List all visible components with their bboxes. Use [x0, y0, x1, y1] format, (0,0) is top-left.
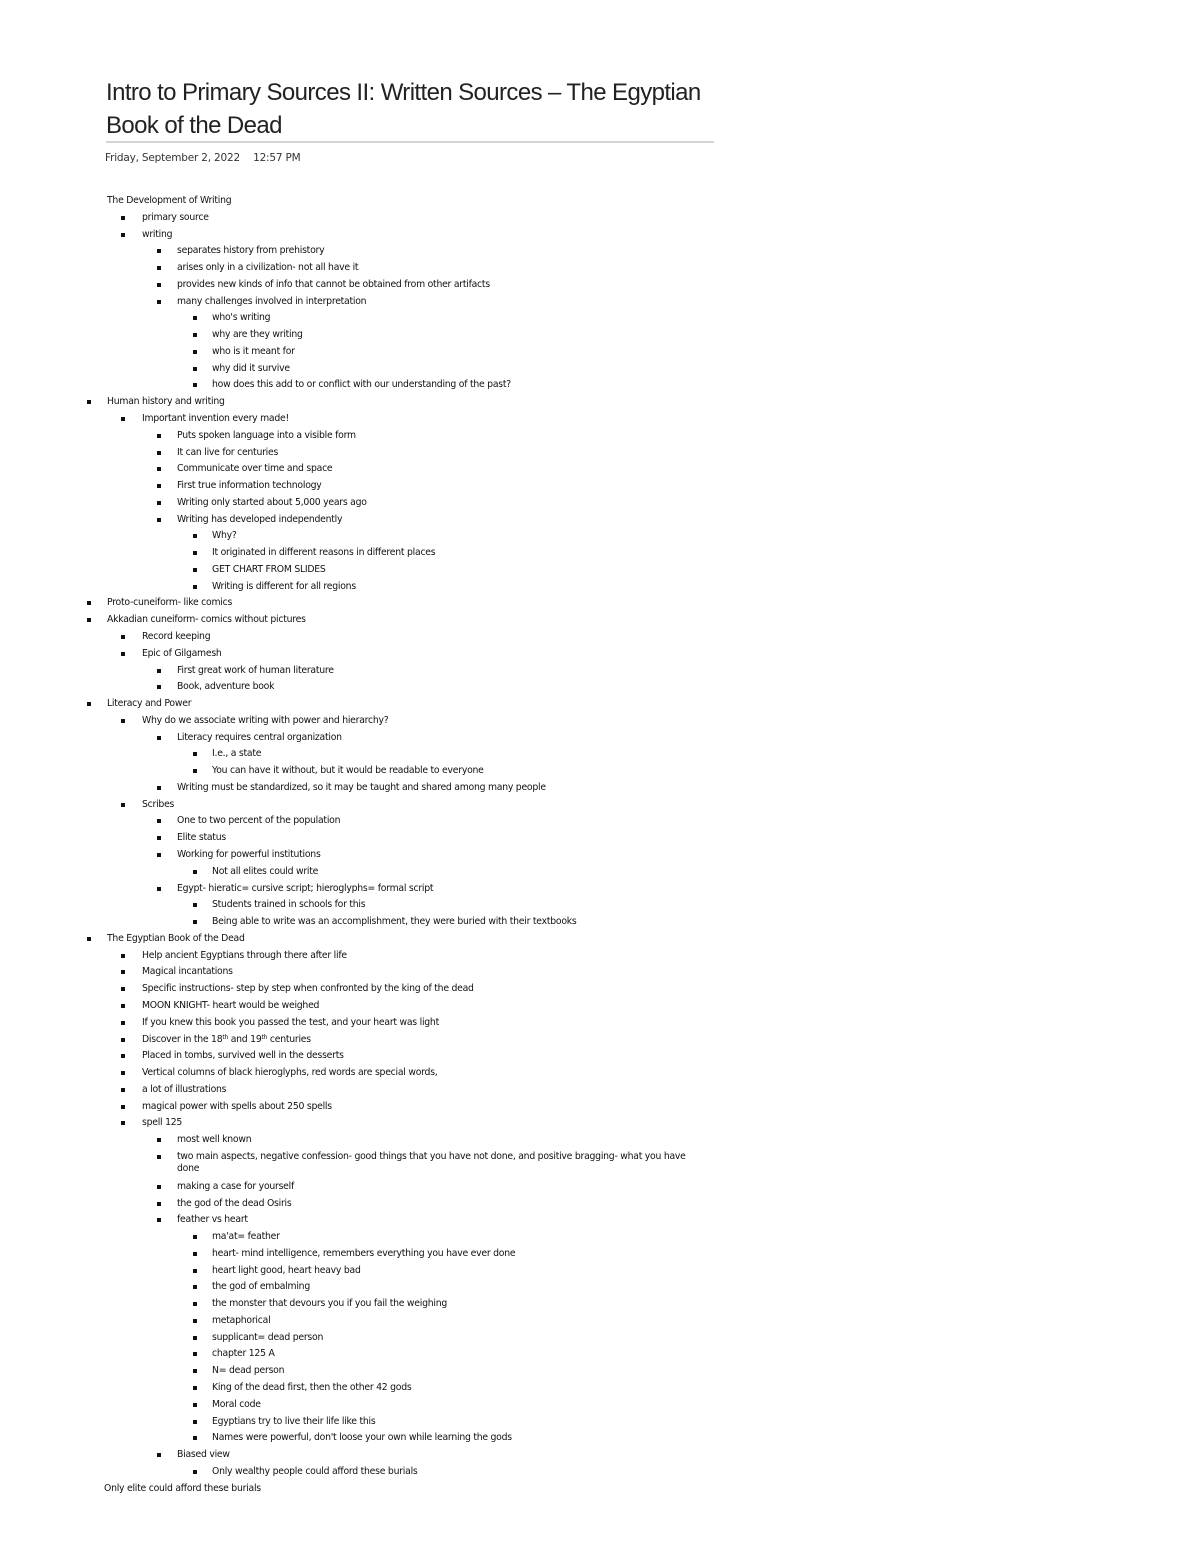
outline-item-level-2: Puts spoken language into a visible form [177, 429, 356, 441]
bullet-marker [121, 1105, 125, 1109]
bullet-marker [193, 903, 197, 907]
outline-item-level-2: First true information technology [177, 480, 322, 492]
outline-item-level-2: feather vs heart [177, 1214, 248, 1226]
bullet-marker [193, 920, 197, 924]
bullet-marker [121, 987, 125, 991]
outline-item-level-1: a lot of illustrations [142, 1083, 227, 1095]
bullet-marker [121, 1088, 125, 1092]
bullet-marker [193, 1403, 197, 1407]
outline-item-level-3: You can have it without, but it would be readable to everyone [212, 765, 484, 777]
page-title: Intro to Primary Sources II: Written Sources – The Egyptian Book of the Dead [106, 79, 701, 139]
bullet-marker [121, 216, 125, 220]
outline-item-level-3: I.e., a state [212, 748, 262, 760]
title-divider [106, 141, 714, 143]
page-time: 12:57 PM [253, 152, 301, 164]
bullet-marker [157, 484, 161, 488]
bullet-marker [87, 400, 91, 404]
outline-item-level-1: Record keeping [142, 631, 211, 643]
bullet-marker [193, 350, 197, 354]
bullet-marker [193, 1285, 197, 1289]
outline-item-level-3: Moral code [212, 1398, 261, 1410]
outline-item-level-1: If you knew this book you passed the test, and your heart was light [142, 1016, 439, 1028]
outline-item-level-1: Why do we associate writing with power and hierarchy? [142, 714, 389, 726]
bullet-marker [157, 836, 161, 840]
outline-item-level-2: It can live for centuries [177, 446, 279, 458]
bullet-marker [193, 752, 197, 756]
bullet-marker [157, 853, 161, 857]
bullet-marker [193, 551, 197, 555]
bullet-marker [121, 1071, 125, 1075]
bullet-marker [193, 568, 197, 572]
outline-item-level-1: primary source [142, 211, 209, 223]
outline-item-level-2: the god of the dead Osiris [177, 1197, 292, 1209]
outline-item-level-2: Elite status [177, 832, 226, 844]
bullet-marker [121, 1038, 125, 1042]
bullet-marker [193, 1319, 197, 1323]
bullet-marker [121, 1054, 125, 1058]
bullet-marker [87, 702, 91, 706]
bullet-marker [157, 1138, 161, 1142]
outline-item-level-0: Human history and writing [107, 396, 225, 408]
outline-item-level-2: Literacy requires central organization [177, 731, 342, 743]
outline-item-level-3: N= dead person [212, 1365, 285, 1377]
bullet-marker [157, 887, 161, 891]
bullet-marker [157, 786, 161, 790]
outline-item-level-2: Writing has developed independently [177, 513, 343, 525]
outline-item-level-1: Epic of Gilgamesh [142, 647, 222, 659]
bullet-marker [121, 1121, 125, 1125]
bullet-marker [121, 652, 125, 656]
outline-item-level-3: the monster that devours you if you fail the weighing [212, 1298, 448, 1310]
outline-item-level-3: ma'at= feather [212, 1231, 280, 1243]
outline-item-level-3: Egyptians try to live their life like this [212, 1415, 376, 1427]
outline-item-level-3: Not all elites could write [212, 865, 319, 877]
outline-item-level-3: Why? [212, 530, 237, 542]
outline-item-level-3: King of the dead first, then the other 42 gods [212, 1381, 412, 1393]
outline-item-level-0: Akkadian cuneiform- comics without pictures [107, 614, 306, 626]
bullet-marker [157, 1218, 161, 1222]
outline-item-level-0: Proto-cuneiform- like comics [107, 597, 233, 609]
bullet-marker [193, 1420, 197, 1424]
bullet-marker [87, 937, 91, 941]
outline-item-level-3: supplicant= dead person [212, 1331, 324, 1343]
page-date: Friday, September 2, 2022 [105, 152, 240, 164]
outline-item-level-2: Communicate over time and space [177, 463, 333, 475]
outline-item-level-1: spell 125 [142, 1117, 183, 1129]
bullet-marker [193, 769, 197, 773]
outline-item-level-2: Egypt- hieratic= cursive script; hieroglyphs= formal script [177, 882, 434, 894]
outline-item-level-1: Placed in tombs, survived well in the desserts [142, 1050, 344, 1062]
outline-item-level-2: making a case for yourself [177, 1180, 295, 1192]
bullet-marker [193, 1252, 197, 1256]
bullet-marker [157, 283, 161, 287]
outline-item-level-2: Writing only started about 5,000 years ago [177, 496, 367, 508]
bullet-marker [193, 1369, 197, 1373]
outline-item-level-3: who is it meant for [212, 345, 295, 357]
outline-item-level-1: Scribes [142, 798, 175, 810]
bullet-marker [193, 1386, 197, 1390]
bullet-marker [121, 417, 125, 421]
bullet-marker [157, 1185, 161, 1189]
outline-item-level-3: how does this add to or conflict with our understanding of the past? [212, 379, 511, 391]
bullet-marker [121, 970, 125, 974]
outline-item-level-3: why did it survive [212, 362, 290, 374]
outline-item-level-1: Help ancient Egyptians through there after life [142, 949, 347, 961]
outline-item-level-0: The Development of Writing [107, 195, 232, 206]
bullet-marker [121, 719, 125, 723]
bullet-marker [121, 1021, 125, 1025]
bullet-marker [157, 249, 161, 253]
bullet-marker [157, 685, 161, 689]
outline-item-level-3: It originated in different reasons in different places [212, 547, 436, 559]
bullet-marker [193, 1352, 197, 1356]
outline-item-level-0: Literacy and Power [107, 698, 192, 710]
outline-item-level-3: chapter 125 A [212, 1348, 275, 1360]
outline-item-level-2: Writing must be standardized, so it may be taught and shared among many people [177, 781, 546, 793]
outline-item-level-2: separates history from prehistory [177, 245, 325, 257]
outline-item-level-2: most well known [177, 1134, 252, 1146]
outline-item-level-3: metaphorical [212, 1314, 271, 1326]
bullet-marker [157, 1202, 161, 1206]
outline-item-level-3: the god of embalming [212, 1281, 310, 1293]
bullet-marker [193, 1235, 197, 1239]
outline-item-level-1: Specific instructions- step by step when confronted by the king of the dead [142, 983, 474, 995]
outline-item-level-3: Students trained in schools for this [212, 899, 366, 911]
outline-item-level-1: Magical incantations [142, 966, 233, 978]
bullet-marker [193, 383, 197, 387]
bullet-marker [157, 1453, 161, 1457]
bullet-marker [193, 870, 197, 874]
outline-item-level-1: Vertical columns of black hieroglyphs, red words are special words, [142, 1067, 438, 1079]
bullet-marker [193, 367, 197, 371]
outline-item-level-1: Important invention every made! [142, 413, 289, 424]
outline-item-level-3: Being able to write was an accomplishment, they were buried with their textbooks [212, 916, 577, 928]
bullet-marker [193, 1336, 197, 1340]
bullet-marker [193, 1436, 197, 1440]
bullet-marker [193, 1269, 197, 1273]
bullet-marker [157, 451, 161, 455]
bullet-marker [121, 635, 125, 639]
outline-item-level-0: The Egyptian Book of the Dead [107, 932, 245, 944]
page-timestamp [105, 152, 300, 164]
outline-item-level-2: First great work of human literature [177, 664, 334, 676]
outline-item-level-2: arises only in a civilization- not all have it [177, 262, 359, 274]
bullet-marker [193, 534, 197, 538]
outline-item-level-2: Book, adventure book [177, 681, 275, 693]
bullet-marker [157, 266, 161, 270]
outline-item-level-2: two main aspects, negative confession- good things that you have not done, and positive bragging- what you have done [177, 1150, 686, 1174]
bullet-marker [121, 803, 125, 807]
bullet-marker [121, 1004, 125, 1008]
outline-item-level-3: heart light good, heart heavy bad [212, 1264, 361, 1276]
outline-item-level-1: magical power with spells about 250 spells [142, 1100, 332, 1112]
bullet-marker [193, 1302, 197, 1306]
outline-item-level-3: heart- mind intelligence, remembers everything you have ever done [212, 1247, 516, 1259]
outline-item-level-1: Discover in the 18th and 19th centuries [142, 1033, 311, 1045]
outline-item-level-2: Working for powerful institutions [177, 849, 321, 861]
bullet-marker [157, 300, 161, 304]
outline-item-level-3: who's writing [212, 312, 271, 324]
bullet-marker [121, 954, 125, 958]
bullet-marker [87, 618, 91, 622]
bullet-marker [157, 518, 161, 522]
bullet-marker [157, 736, 161, 740]
outline-item-level-1: writing [142, 228, 173, 240]
bullet-marker [157, 669, 161, 673]
bullet-marker [157, 434, 161, 438]
outline-item-level-2: provides new kinds of info that cannot be obtained from other artifacts [177, 278, 490, 290]
outline-item-level-3: GET CHART FROM SLIDES [212, 563, 326, 575]
outline-item-level-2: One to two percent of the population [177, 815, 341, 827]
outline-item-level-root: Only elite could afford these burials [104, 1482, 261, 1494]
outline-item-level-2: Biased view [177, 1449, 230, 1461]
bullet-marker [157, 819, 161, 823]
bullet-marker [157, 1155, 161, 1159]
bullet-marker [193, 333, 197, 337]
bullet-marker [193, 1470, 197, 1474]
bullet-marker [157, 501, 161, 505]
bullet-marker [87, 601, 91, 605]
outline-item-level-3: Names were powerful, don't loose your own while learning the gods [212, 1432, 512, 1444]
outline-item-level-3: Only wealthy people could afford these burials [212, 1465, 418, 1477]
outline-item-level-1: MOON KNIGHT- heart would be weighed [142, 999, 320, 1011]
bullet-marker [193, 316, 197, 320]
outline-item-level-2: many challenges involved in interpretation [177, 295, 367, 307]
bullet-marker [121, 233, 125, 237]
outline-item-level-3: Writing is different for all regions [212, 580, 356, 592]
outline-item-level-3: why are they writing [212, 329, 303, 341]
bullet-marker [193, 585, 197, 589]
bullet-marker [157, 467, 161, 471]
